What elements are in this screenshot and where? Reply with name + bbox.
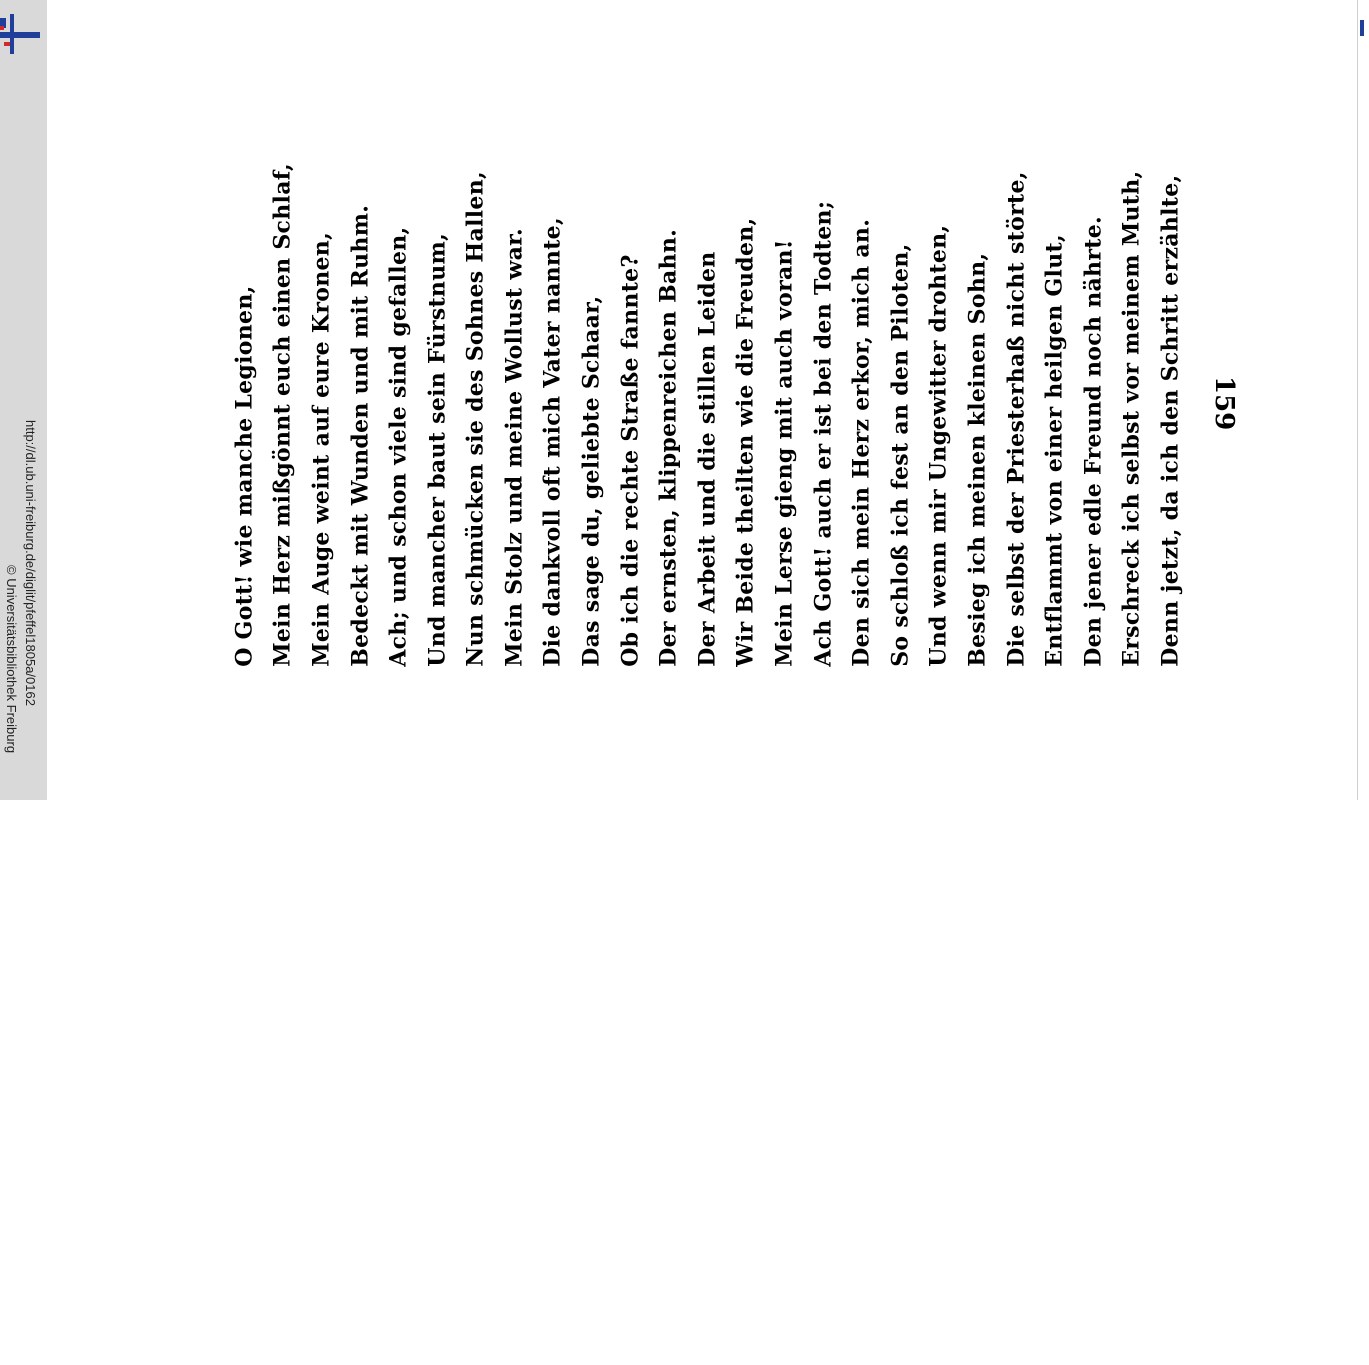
text-line: Entflammt von einer heilgen Glut, bbox=[1041, 234, 1068, 667]
text-line: Ach; und schon viele sind gefallen, bbox=[385, 226, 412, 667]
text-line: Der Arbeit und die stillen Leiden bbox=[694, 251, 721, 667]
text-line: Der ernsten, klippenreichen Bahn. bbox=[655, 228, 682, 667]
page-edge bbox=[1357, 0, 1369, 800]
text-line: Erschreck ich selbst vor meinem Muth, bbox=[1118, 170, 1145, 667]
poem-text bbox=[225, 163, 1190, 667]
document-url[interactable]: http://dl.ub.uni-freiburg.de/diglit/pfeffel1805a/0162 bbox=[23, 420, 38, 706]
text-line: Bedeckt mit Wunden und mit Ruhm. bbox=[346, 204, 373, 667]
text-line: Ach Gott! auch er ist bei den Todten; bbox=[810, 200, 837, 667]
text-line: Und wenn mir Ungewitter drohten, bbox=[925, 224, 952, 667]
text-line: Den jener edle Freund noch nährte. bbox=[1080, 216, 1107, 667]
text-line: So schloß ich fest an den Piloten, bbox=[887, 243, 914, 667]
library-logo-icon bbox=[0, 14, 40, 54]
text-line: Mein Stolz und meine Wollust war. bbox=[501, 228, 528, 667]
copyright-notice: © Universitätsbibliothek Freiburg bbox=[4, 565, 19, 754]
text-line: Mein Auge weint auf eure Kronen, bbox=[308, 231, 335, 667]
text-line: Den sich mein Herz erkor, mich an. bbox=[848, 218, 875, 667]
text-line: Wir Beide theilten wie die Freuden, bbox=[732, 217, 759, 667]
text-line: Ob ich die rechte Straße fannte? bbox=[617, 254, 644, 667]
text-line: Und mancher baut sein Fürstnum, bbox=[424, 232, 451, 667]
text-line: Denn jetzt, da ich den Schritt erzählte, bbox=[1157, 174, 1184, 667]
text-line: Nun schmücken sie des Sohnes Hallen, bbox=[462, 171, 489, 667]
page-number: 159 bbox=[1209, 376, 1239, 431]
text-line: Das sage du, geliebte Schaar, bbox=[578, 295, 605, 667]
text-line: Besieg ich meinen kleinen Sohn, bbox=[964, 252, 991, 667]
text-line: Die selbst der Priesterhaß nicht störte, bbox=[1003, 171, 1030, 667]
text-line: Die dankvoll oft mich Vater nannte, bbox=[539, 217, 566, 667]
text-line: O Gott! wie manche Legionen, bbox=[231, 285, 258, 667]
text-line: Mein Lerse gieng mit auch voran! bbox=[771, 239, 798, 667]
text-line: Mein Herz mißgönnt euch einen Schlaf, bbox=[269, 163, 296, 667]
bookmark-marker-icon bbox=[1360, 20, 1364, 36]
